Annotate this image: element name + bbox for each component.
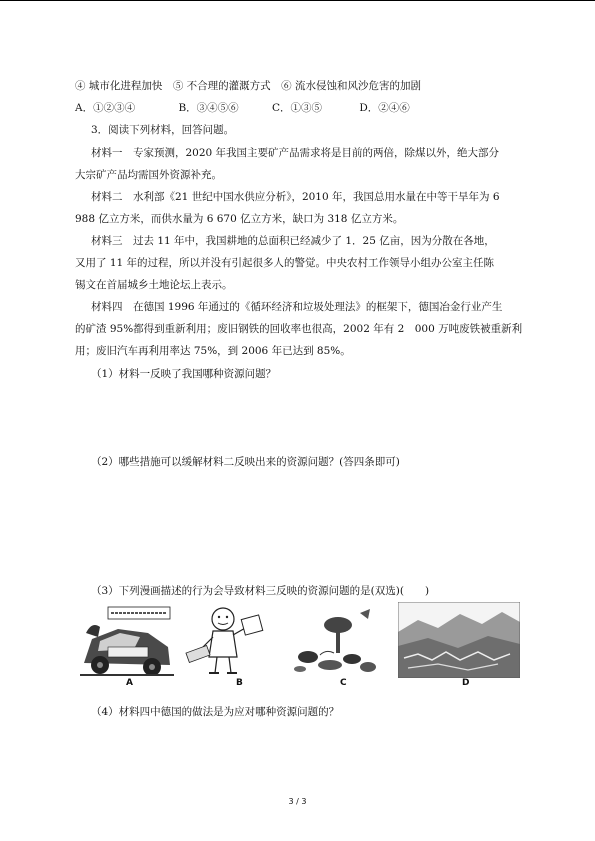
option-list-line: ④ 城市化进程加快 ⑤ 不合理的灌溉方式 ⑥ 流水侵蚀和风沙危害的加剧 <box>75 80 422 92</box>
material-2-line-1: 材料二 水利部《21 世纪中国水供应分析》，2010 年，我国总用水量在中等干旱年为 6 <box>91 191 500 203</box>
comic-c-tree-illustration <box>290 605 382 677</box>
answer-options <box>75 100 410 116</box>
option-c: C．①③⑤ <box>272 102 323 114</box>
material-2-line-2: 988 亿立方米，而供水量为 6 670 亿立方米，缺口为 318 亿立方米。 <box>75 213 404 225</box>
material-4-line-2: 的矿渣 95%都得到重新利用；废旧钢铁的回收率也很高，2002 年有 2 000 万吨废铁被重新利 <box>75 323 523 335</box>
material-1-line-1: 材料一 专家预测，2020 年我国主要矿产品需求将是目前的两倍，除煤以外，绝大部分 <box>91 147 500 159</box>
option-d: D．②④⑥ <box>359 102 410 114</box>
comic-d-label: D <box>462 678 470 688</box>
option-a: A．①②③④ <box>75 102 136 114</box>
sub-question-1: （1）材料一反映了我国哪种资源问题？ <box>91 368 277 380</box>
comic-c-label: C <box>340 678 347 688</box>
page-number: 3 / 3 <box>288 797 307 806</box>
comic-b-label: B <box>236 678 243 688</box>
material-3-line-1: 材料三 过去 11 年中，我国耕地的总面积已经减少了 1．25 亿亩，因为分散在各地， <box>91 235 495 247</box>
material-4-line-1: 材料四 在德国 1996 年通过的《循环经济和垃圾处理法》的框架下，德国冶金行业产生 <box>91 301 503 313</box>
comic-a-car-illustration <box>78 603 176 678</box>
header-rule <box>0 0 595 1</box>
material-4-line-3: 用；废旧汽车再利用率达 75%，到 2006 年已达到 85%。 <box>75 345 351 357</box>
comic-b-person-illustration <box>185 605 265 677</box>
comic-a-label: A <box>126 678 133 688</box>
comic-d-building-illustration <box>398 602 520 678</box>
sub-question-4: （4）材料四中德国的做法是为应对哪种资源问题的？ <box>91 706 340 718</box>
question-3-title: 3．阅读下列材料，回答问题。 <box>91 124 235 136</box>
material-3-line-2: 又用了 11 年的过程，所以并没有引起很多人的警觉。中央农村工作领导小组办公室主任陈 <box>75 257 495 269</box>
option-b: B．③④⑤⑥ <box>178 102 239 114</box>
sub-question-2: （2）哪些措施可以缓解材料二反映出来的资源问题？(答四条即可) <box>91 456 400 468</box>
material-1-line-2: 大宗矿产品均需国外资源补充。 <box>75 169 222 181</box>
material-3-line-3: 锡文在首届城乡土地论坛上表示。 <box>75 279 233 291</box>
sub-question-3: （3）下列漫画描述的行为会导致材料三反映的资源问题的是(双选)( ) <box>91 585 430 597</box>
